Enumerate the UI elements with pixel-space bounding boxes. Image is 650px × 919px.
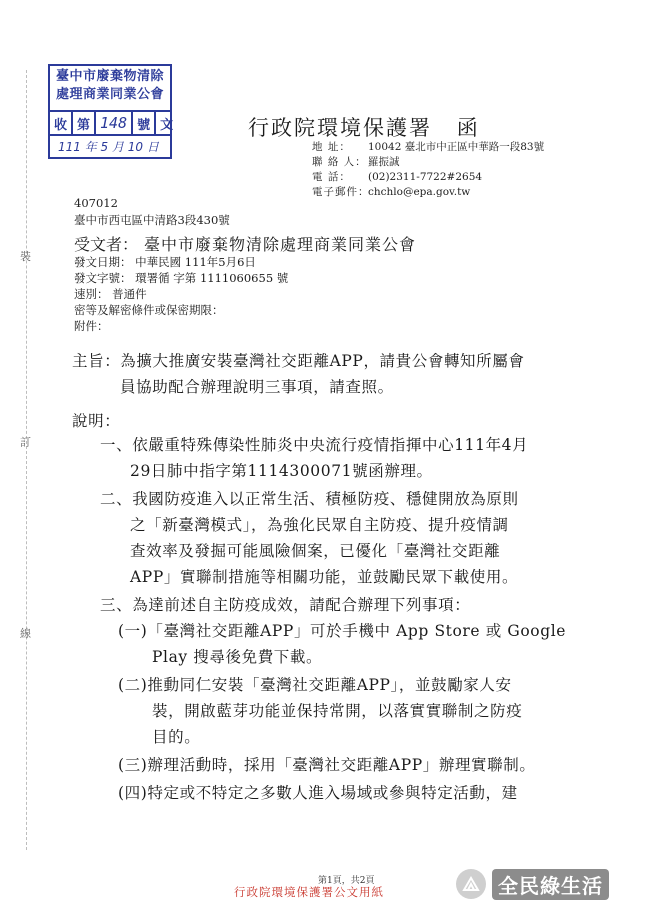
recipient-name: 臺中市廢棄物清除處理商業同業公會 (144, 235, 417, 254)
item-2-line-1: 二、我國防疫進入以正常生活、積極防疫、穩健開放為原則 (100, 490, 519, 508)
binding-mark-middle: 訂 (20, 436, 31, 449)
subject-line-1: 主旨：為擴大推廣安裝臺灣社交距離APP，請貴公會轉知所屬會 (72, 352, 525, 370)
stamp-receive: 收 (54, 117, 68, 133)
mailing-zip: 407012 (74, 196, 118, 210)
recipient (74, 232, 416, 255)
meta-block (74, 254, 288, 334)
document-type: 函 (456, 116, 480, 140)
email-value: chchlo@epa.gov.tw (368, 186, 471, 198)
receipt-stamp (48, 64, 172, 159)
explanation-heading: 說明： (72, 412, 121, 430)
item-2-line-4: APP」實聯制措施等相關功能，並鼓勵民眾下載使用。 (130, 568, 519, 586)
delivery-speed: 速別： 普通件 (74, 287, 147, 301)
paper-label: 行政院環境保護署公文用紙 (234, 885, 384, 899)
mailing-address: 臺中市西屯區中清路3段430號 (74, 213, 230, 227)
sub-item-2-line-2: 裝，開啟藍芽功能並保持常開，以落實實聯制之防疫 (152, 702, 523, 720)
document-title (248, 112, 480, 142)
watermark-logo (456, 866, 616, 902)
sub-item-1-line-1: (一)「臺灣社交距離APP」可於手機中 App Store 或 Google (118, 622, 567, 640)
stamp-word: 第 (71, 112, 96, 134)
stamp-number: 148 (100, 114, 128, 132)
agency-name: 行政院環境保護署 (248, 116, 432, 140)
issue-number: 發文字號： 環署循 字第 1111060655 號 (74, 271, 289, 285)
contact-block (312, 140, 544, 200)
subject-line-2: 員協助配合辦理說明三事項，請查照。 (120, 378, 394, 396)
sub-item-4-line-1: (四)特定或不特定之多數人進入場域或參與特定活動，建 (118, 784, 518, 802)
item-2-line-2: 之「新臺灣模式」，為強化民眾自主防疫、提升疫情調 (130, 516, 509, 534)
email-label: 電子郵件： (312, 186, 370, 198)
page-number: 第1頁，共2頁 (318, 876, 375, 886)
binding-mark-bottom: 線 (20, 627, 31, 640)
binding-line (26, 70, 28, 850)
item-1-line-1: 一、依嚴重特殊傳染性肺炎中央流行疫情指揮中心111年4月 (100, 436, 529, 454)
issue-date: 發文日期： 中華民國 111年5月6日 (74, 255, 256, 269)
sub-item-2-line-3: 目的。 (152, 728, 201, 746)
attachment: 附件： (74, 319, 109, 333)
stamp-wen: 文 (160, 117, 174, 133)
logo-text: 全民綠生活 (492, 869, 609, 900)
contact-value: 羅振誠 (368, 156, 400, 168)
stamp-number-row (50, 110, 174, 136)
address-value: 10042 臺北市中正區中華路一段83號 (368, 141, 545, 153)
leaf-logo-icon (456, 869, 486, 899)
stamp-org-line2: 處理商業同業公會 (56, 87, 165, 102)
item-1-line-2: 29日肺中指字第1114300071號函辦理。 (130, 462, 433, 480)
confidentiality: 密等及解密條件或保密期限： (74, 303, 224, 317)
address-label: 地 址： (312, 141, 351, 153)
sub-item-2-line-1: (二)推動同仁安裝「臺灣社交距離APP」，並鼓勵家人安 (118, 676, 512, 694)
contact-label: 聯 絡 人： (312, 156, 367, 168)
item-3-line-1: 三、為達前述自主防疫成效，請配合辦理下列事項： (100, 596, 471, 614)
stamp-hao: 號 (131, 112, 156, 134)
binding-mark-top: 裝 (20, 250, 31, 263)
recipient-label: 受文者： (74, 235, 139, 254)
stamp-org-line1: 臺中市廢棄物清除 (56, 69, 165, 84)
phone-label: 電 話： (312, 171, 351, 183)
sub-item-1-line-2: Play 搜尋後免費下載。 (152, 648, 323, 666)
item-2-line-3: 查效率及發掘可能風險個案，已優化「臺灣社交距離 (130, 542, 501, 560)
stamp-date: 111 年 5 月 10 日 (58, 140, 159, 154)
sub-item-3-line-1: (三)辦理活動時，採用「臺灣社交距離APP」辦理實聯制。 (118, 756, 536, 774)
phone-value: (02)2311-7722#2654 (368, 171, 483, 183)
